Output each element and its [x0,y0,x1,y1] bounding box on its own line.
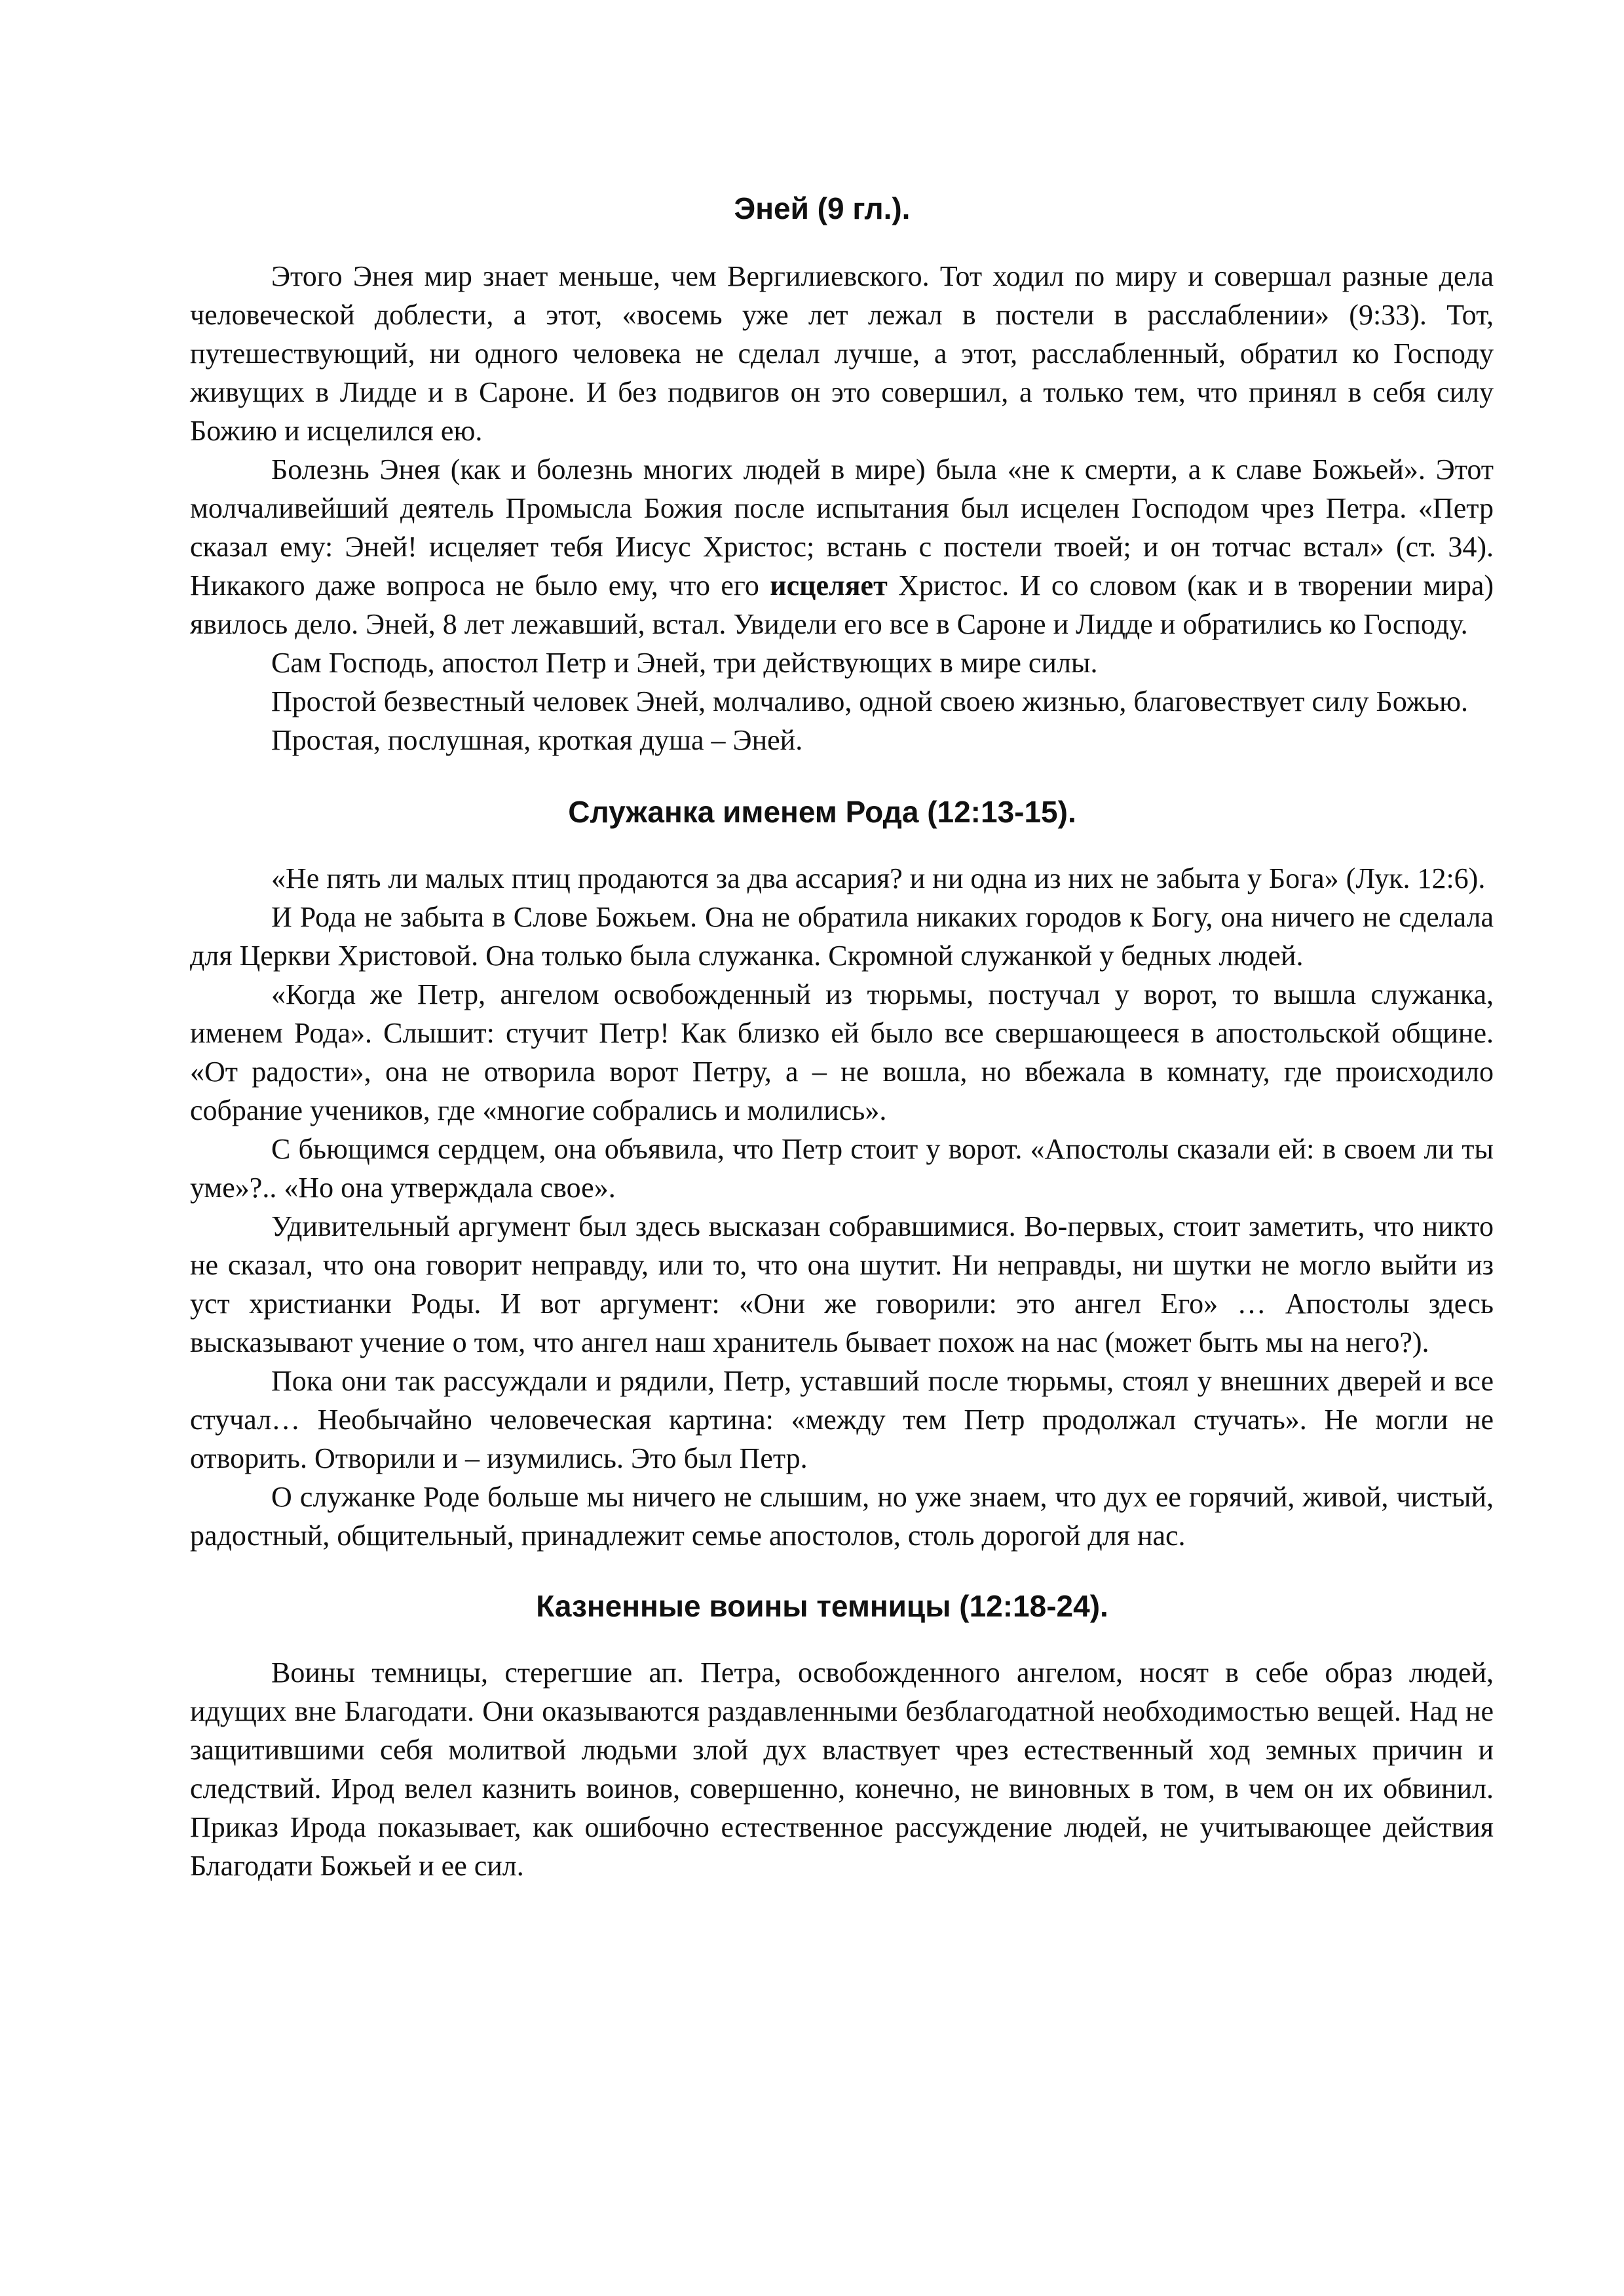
paragraph: Простой безвестный человек Эней, молчаливо, одной своею жизнью, благовествует силу Божью. [271,685,1468,718]
paragraph: С бьющимся сердцем, она объявила, что Петр стоит у ворот. «Апостолы сказали ей: в своем ли ты уме»?.. «Но она утверждала свое». [190,1133,1494,1204]
section-title-roda: Служанка именем Рода (12:13-15). [568,795,1076,829]
paragraph: Пока они так рассуждали и рядили, Петр, уставший после тюрьмы, стоял у внешних дверей и все стучал… Необычайно человеческая картина: «между тем Петр продолжал стучать». Не могли не отворить. Отворили и – изумились. Это был Петр. [190,1365,1494,1474]
paragraph-text: Болезнь Энея (как и болезнь многих людей в мире) была «не к смерти, а к славе Божьей». Этот молчаливейший деятель Промысла Божия после испытания был исцелен Господом чрез Петра. «Петр сказал ему: Эней! исцеляет тебя Иисус Христос; встань с постели твоей; и он тотчас встал» (ст. 34). Никакого даже вопроса не было ему, что его [190,453,1494,602]
section-title-eney: Эней (9 гл.). [734,191,911,225]
paragraph: Сам Господь, апостол Петр и Эней, три действующих в мире силы. [271,647,1098,679]
paragraph: Удивительный аргумент был здесь высказан собравшимися. Во-первых, стоит заметить, что никто не сказал, что она говорит неправду, или то, что она шутит. Ни неправды, ни шутки не могло выйти из уст христианки Роды. И вот аргумент: «Они же говорили: это ангел Его» … Апостолы здесь высказывают учение о том, что ангел наш хранитель бывает похож на нас (может быть мы на него?). [190,1210,1494,1358]
bold-word: исцеляет [770,569,888,602]
paragraph: Воины темницы, стерегшие ап. Петра, освобожденного ангелом, носят в себе образ людей, идущих вне Благодати. Они оказываются раздавленными безблагодатной необходимостью вещей. Над не защитившими себя молитвой людьми злой дух властвует чрез естественный ход земных причин и следствий. Ирод велел казнить воинов, совершенно, конечно, не виновных в том, в чем он их обвинил. Приказ Ирода показывает, как ошибочно естественное рассуждение людей, не учитывающее действия Благодати Божьей и ее сил. [190,1656,1494,1882]
paragraph: Этого Энея мир знает меньше, чем Вергилиевского. Тот ходил по миру и совершал разные дела человеческой доблести, а этот, «восемь уже лет лежал в постели в расслаблении» (9:33). Тот, путешествующий, ни одного человека не сделал лучше, а этот, расслабленный, обратил ко Господу живущих в Лидде и в Сароне. И без подвигов он это совершил, а только тем, что принял в себя силу Божию и исцелился ею. [190,260,1494,447]
document-page [190,0,1494,1885]
paragraph: Простая, послушная, кроткая душа – Эней. [271,724,803,756]
paragraph: И Рода не забыта в Слове Божьем. Она не обратила никаких городов к Богу, она ничего не сделала для Церкви Христовой. Она только была служанка. Скромной служанкой у бедных людей. [190,901,1494,972]
paragraph: О служанке Роде больше мы ничего не слышим, но уже знаем, что дух ее горячий, живой, чистый, радостный, общительный, принадлежит семье апостолов, столь дорогой для нас. [190,1481,1494,1552]
paragraph-text: Христос. И со словом (как и в творении мира) явилось дело. Эней, 8 лет лежавший, встал. Увидели его все в Сароне и Лидде и обратились ко Господу. [190,569,1494,640]
section-title-voiny: Казненные воины темницы (12:18-24). [536,1589,1108,1623]
paragraph: «Не пять ли малых птиц продаются за два ассария? и ни одна из них не забыта у Бога» (Лук. 12:6). [271,862,1486,894]
paragraph [190,450,1494,643]
paragraph: «Когда же Петр, ангелом освобожденный из тюрьмы, постучал у ворот, то вышла служанка, именем Рода». Слышит: стучит Петр! Как близко ей было все свершающееся в апостольской общине. «От радости», она не отворила ворот Петру, а – не вошла, но вбежала в комнату, где происходило собрание учеников, где «многие собрались и молились». [190,978,1494,1126]
